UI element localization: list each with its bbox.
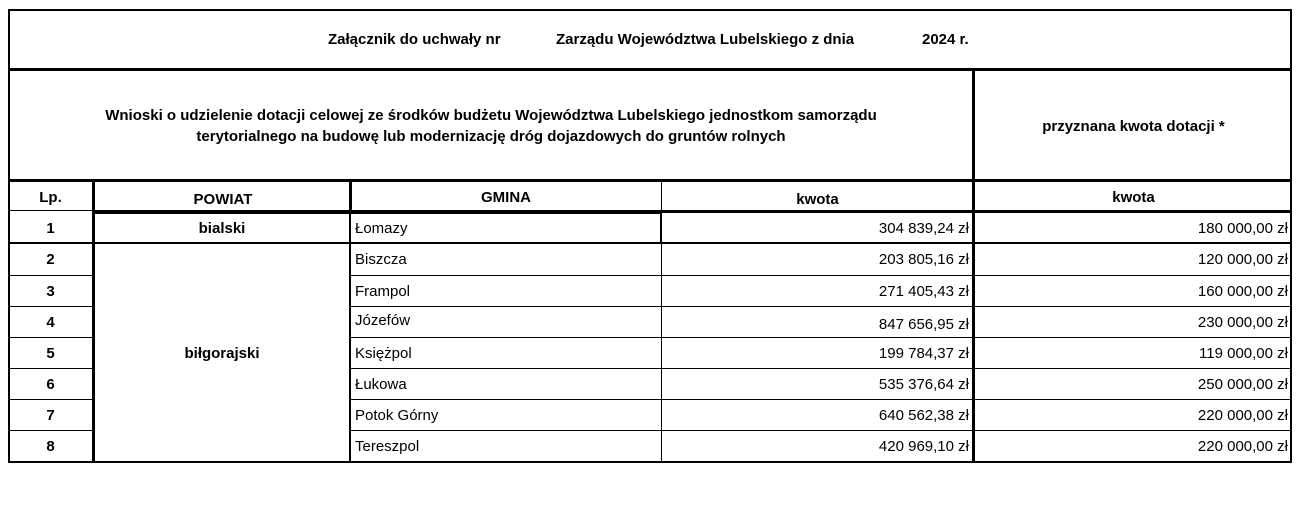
- row-kwota: 847 656,95 zł: [878, 315, 969, 333]
- row-gmina: Potok Górny: [355, 406, 439, 424]
- row-lp: 6: [46, 375, 55, 393]
- row-awarded: 250 000,00 zł: [1197, 375, 1288, 393]
- attachment-table: [8, 9, 1292, 463]
- row-awarded: 180 000,00 zł: [1197, 219, 1288, 237]
- row-lp: 4: [46, 313, 55, 331]
- row-gmina: Józefów: [355, 311, 411, 329]
- description-cell: [8, 71, 974, 181]
- title-prefix: Załącznik do uchwały nr: [328, 31, 501, 48]
- row-lp: 2: [46, 251, 55, 268]
- row-awarded: 120 000,00 zł: [1197, 251, 1288, 268]
- colheader-divider-left: [8, 210, 95, 211]
- title-row: [8, 9, 1292, 70]
- row-kwota: 420 969,10 zł: [878, 437, 969, 455]
- col-header-kwota-awarded: kwota: [1112, 188, 1155, 206]
- row-awarded: 220 000,00 zł: [1197, 437, 1288, 455]
- col-header-powiat: POWIAT: [193, 190, 253, 208]
- row-kwota: 535 376,64 zł: [878, 375, 969, 393]
- row-gmina: Frampol: [355, 282, 411, 300]
- col-header-gmina: GMINA: [481, 188, 531, 206]
- awarded-header-cell: przyznana kwota dotacji *: [1042, 117, 1225, 135]
- powiat-cell-bilgorajski: biłgorajski: [184, 344, 260, 362]
- row-kwota: 304 839,24 zł: [878, 219, 969, 237]
- title-suffix: 2024 r.: [922, 31, 969, 48]
- row-gmina: Biszcza: [355, 251, 407, 268]
- row-gmina: Tereszpol: [355, 437, 420, 455]
- description-line-2: terytorialnego na budowę lub modernizację dróg dojazdowych do gruntów rolnych: [196, 128, 786, 145]
- row-kwota: 203 805,16 zł: [878, 251, 969, 268]
- row-gmina: Łomazy: [355, 219, 408, 237]
- row-lp: 5: [46, 344, 55, 362]
- row-lp: 8: [46, 437, 55, 455]
- title-middle: Zarządu Województwa Lubelskiego z dnia: [556, 31, 855, 48]
- row-lp: 1: [46, 219, 55, 237]
- col-header-kwota: kwota: [796, 190, 839, 208]
- row-awarded: 160 000,00 zł: [1197, 282, 1288, 300]
- row-awarded: 119 000,00 zł: [1199, 344, 1288, 362]
- powiat-cell-bialski: bialski: [198, 220, 246, 237]
- row-kwota: 271 405,43 zł: [878, 282, 969, 300]
- row-kwota: 199 784,37 zł: [878, 344, 969, 362]
- row-lp: 3: [46, 282, 55, 300]
- col-header-lp: Lp.: [39, 188, 62, 206]
- description-line-1: Wnioski o udzielenie dotacji celowej ze środków budżetu Województwa Lubelskiego jednostkom samorządu: [105, 107, 877, 124]
- row-awarded: 230 000,00 zł: [1197, 313, 1288, 331]
- row-awarded: 220 000,00 zł: [1197, 406, 1288, 424]
- row-gmina: Łukowa: [355, 375, 407, 393]
- row-kwota: 640 562,38 zł: [878, 406, 969, 424]
- row-gmina: Księżpol: [355, 344, 412, 362]
- row-lp: 7: [46, 406, 55, 424]
